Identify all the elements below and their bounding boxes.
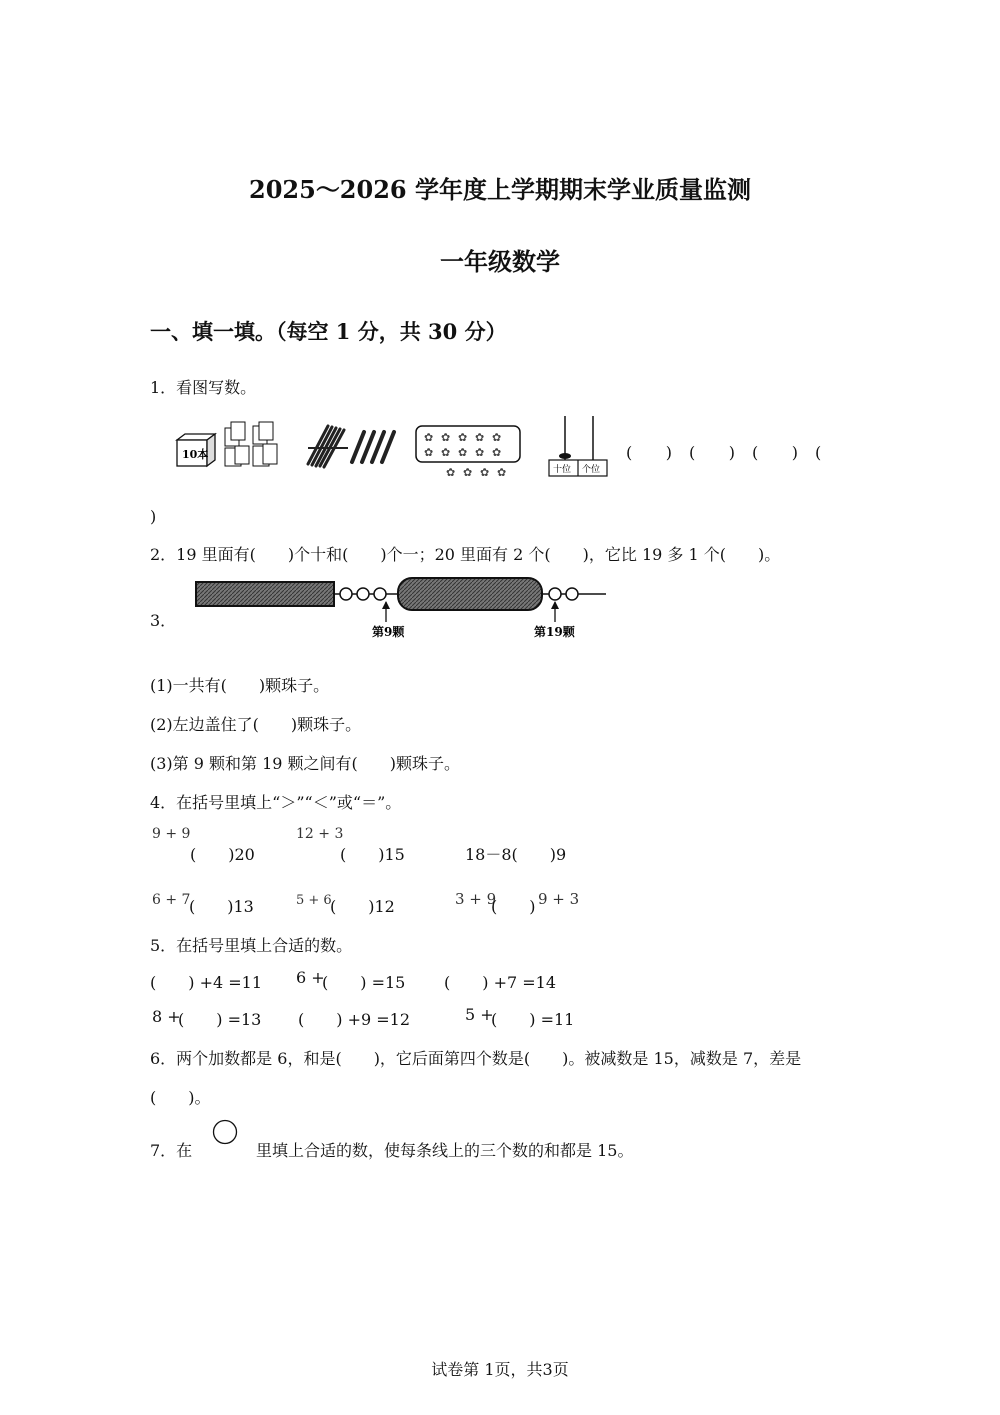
svg-text:✿: ✿ [475,446,485,459]
q4-r2b-expression: 5 + 6 [296,893,332,908]
svg-text:✿: ✿ [480,466,490,479]
svg-text:✿: ✿ [458,431,468,444]
q4-r2b-blank: ( )12 [330,897,395,916]
q4-prompt: 4．在括号里填上“＞”“＜”或“＝”。 [150,793,402,812]
q5-prompt: 5．在括号里填上合适的数。 [150,936,353,955]
bead-string-diagram [192,574,612,642]
q1-answer-blank-close: ) [150,507,157,526]
page-subtitle: 一年级数学 [440,247,560,276]
tens-label: 十位 [553,465,572,475]
q4-r2c-expression: 3 + 9 [455,890,497,908]
q4-r1a-blank: ( )20 [190,845,255,864]
bead-19-label: 第19颗 [534,625,575,639]
q3-number: 3． [150,611,177,630]
ones-label: 个位 [582,465,601,475]
q7-prefix: 7．在 [150,1141,193,1160]
q5-r1b-prefix: 6 + [296,968,325,987]
q4-r2c-blank: ( ) [491,897,536,916]
q6-text: 6．两个加数都是 6，和是( )，它后面第四个数是( )。被减数是 15，减数是 7，差是 [150,1049,802,1068]
svg-text:✿: ✿ [492,431,502,444]
q3-part3: (3)第 9 颗和第 19 颗之间有( )颗珠子。 [150,754,461,773]
q1-answer-blanks: ( ) ( ) ( ) ( [626,443,822,462]
q4-r1b-blank: ( )15 [340,845,405,864]
q4-r1c: 18－8( )9 [465,845,567,864]
q5-r2a-prefix: 8 + [152,1007,181,1026]
flowers-illustration [414,424,524,480]
q5-r1c: ( ) +7 =14 [444,973,557,992]
page-title: 2025～2026 学年度上学期期末学业质量监测 [249,175,751,204]
q5-r1a: ( ) +4 =11 [150,973,263,992]
books-illustration [173,418,285,472]
svg-text:✿: ✿ [475,431,485,444]
svg-text:✿: ✿ [441,431,451,444]
q3-part1: (1)一共有( )颗珠子。 [150,676,330,695]
q6-text-cont: ( )。 [150,1088,211,1107]
abacus-illustration [545,414,611,478]
svg-text:✿: ✿ [492,446,502,459]
q5-r2c-prefix: 5 + [465,1005,494,1024]
q5-r2a-blank: ( ) =13 [178,1010,262,1029]
q4-r1b-expression: 12 + 3 [296,826,344,842]
q7-text: 里填上合适的数，使每条线上的三个数的和都是 15。 [256,1141,634,1160]
section-heading: 一、填一填。（每空 1 分，共 30 分） [150,319,507,344]
q4-r2a-blank: ( )13 [189,897,254,916]
svg-text:✿: ✿ [446,466,456,479]
page-footer: 试卷第 1页，共3页 [431,1360,569,1379]
bead-9-label: 第9颗 [372,625,405,639]
svg-text:✿: ✿ [497,466,507,479]
svg-text:✿: ✿ [424,431,434,444]
q4-r1a-expression: 9 + 9 [152,826,191,842]
q4-r2c-tail: 9 + 3 [538,890,580,908]
q5-r2c-blank: ( ) =11 [491,1010,575,1029]
box-label: 10本 [182,448,209,461]
circle-icon [211,1119,239,1147]
svg-text:✿: ✿ [424,446,434,459]
sticks-illustration [300,420,405,470]
q4-r2a-expression: 6 + 7 [152,892,191,908]
q2-text: 2．19 里面有( )个十和( )个一；20 里面有 2 个( )，它比 19 多 1 个( )。 [150,545,781,564]
q5-r1b-blank: ( ) =15 [322,973,406,992]
q1-prompt: 1．看图写数。 [150,378,257,397]
q5-r2b: ( ) +9 =12 [298,1010,411,1029]
q3-part2: (2)左边盖住了( )颗珠子。 [150,715,362,734]
svg-text:✿: ✿ [458,446,468,459]
svg-text:✿: ✿ [463,466,473,479]
svg-text:✿: ✿ [441,446,451,459]
